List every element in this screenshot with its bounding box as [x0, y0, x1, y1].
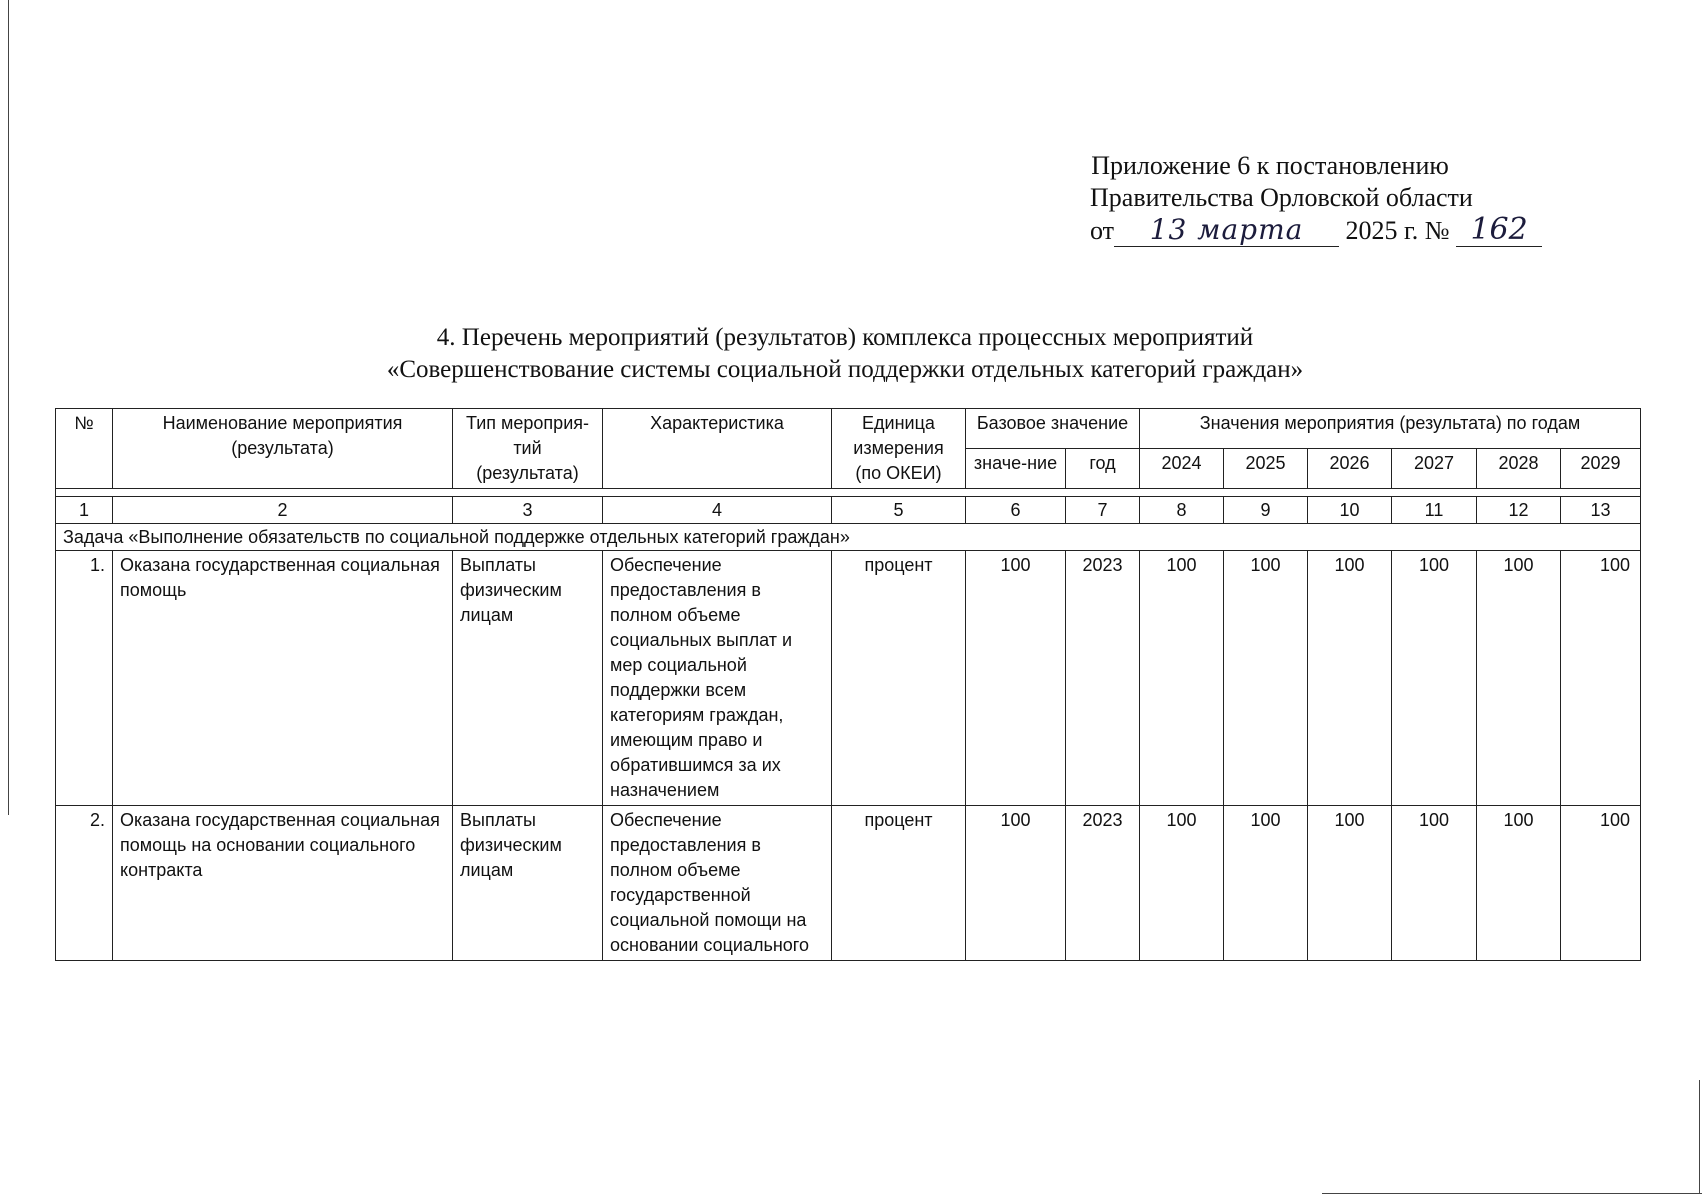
date-prefix: от [1090, 216, 1115, 245]
header-year: 2029 [1561, 449, 1641, 489]
column-number: 6 [966, 497, 1066, 524]
header-type: Тип мероприя-тий (результата) [453, 409, 603, 489]
row-name: Оказана государственная социальная помощь на основании социального контракта [113, 806, 453, 961]
row-value-2028: 100 [1477, 551, 1561, 806]
column-number-row [56, 497, 1641, 524]
column-number: 5 [832, 497, 966, 524]
row-value-2028: 100 [1477, 806, 1561, 961]
table-row [56, 806, 1641, 961]
handwritten-date: 13 марта [1114, 214, 1339, 247]
row-value-2029: 100 [1561, 806, 1641, 961]
header-row-1 [56, 409, 1641, 449]
row-base-value: 100 [966, 551, 1066, 806]
column-number: 11 [1392, 497, 1477, 524]
row-type: Выплаты физическим лицам [453, 551, 603, 806]
header-name: Наименование мероприятия (результата) [113, 409, 453, 489]
row-unit: процент [832, 551, 966, 806]
header-year: 2025 [1224, 449, 1308, 489]
row-type: Выплаты физическим лицам [453, 806, 603, 961]
document-title [260, 322, 1430, 386]
table-row [56, 551, 1641, 806]
header-year: 2026 [1308, 449, 1392, 489]
column-number: 1 [56, 497, 113, 524]
year-text: 2025 г. № [1345, 216, 1450, 245]
task-title: Задача «Выполнение обязательств по социальной поддержке отдельных категорий граждан» [56, 524, 1641, 551]
annex-line-2: Правительства Орловской области [1090, 183, 1473, 212]
header-year: 2028 [1477, 449, 1561, 489]
header-base-year: год [1066, 449, 1140, 489]
row-characteristic: Обеспечение предоставления в полном объеме социальных выплат и мер социальной поддержки всем категориям граждан, имеющим право и обратившимся за их назначением [603, 551, 832, 806]
row-value-2027: 100 [1392, 806, 1477, 961]
separator-row [56, 489, 1641, 497]
row-unit: процент [832, 806, 966, 961]
row-name: Оказана государственная социальная помощь [113, 551, 453, 806]
row-value-2024: 100 [1140, 806, 1224, 961]
title-line-1: 4. Перечень мероприятий (результатов) комплекса процессных мероприятий [436, 324, 1254, 351]
column-number: 9 [1224, 497, 1308, 524]
title-line-2: «Совершенствование системы социальной поддержки отдельных категорий граждан» [386, 356, 1304, 383]
column-number: 13 [1561, 497, 1641, 524]
column-number: 8 [1140, 497, 1224, 524]
row-value-2029: 100 [1561, 551, 1641, 806]
header-num: № [56, 409, 113, 489]
annex-date-line [1090, 212, 1528, 247]
header-base: Базовое значение [966, 409, 1140, 449]
row-value-2025: 100 [1224, 551, 1308, 806]
column-number: 7 [1066, 497, 1140, 524]
row-num: 2. [56, 806, 113, 961]
row-characteristic: Обеспечение предоставления в полном объеме государственной социальной помощи на основании социального [603, 806, 832, 961]
header-years-group: Значения мероприятия (результата) по годам [1140, 409, 1641, 449]
column-number: 2 [113, 497, 453, 524]
column-number: 4 [603, 497, 832, 524]
separator-cell [56, 489, 1641, 497]
header-unit: Единица измерения (по ОКЕИ) [832, 409, 966, 489]
scan-edge-bottom [1322, 1193, 1702, 1194]
row-base-year: 2023 [1066, 551, 1140, 806]
column-number: 10 [1308, 497, 1392, 524]
scan-edge-left [8, 0, 9, 815]
header-characteristic: Характеристика [603, 409, 832, 489]
measures-table [55, 408, 1641, 961]
row-value-2026: 100 [1308, 806, 1392, 961]
row-value-2024: 100 [1140, 551, 1224, 806]
header-year: 2024 [1140, 449, 1224, 489]
header-base-value: значе-ние [966, 449, 1066, 489]
row-num: 1. [56, 551, 113, 806]
scan-edge-right [1699, 1080, 1700, 1194]
column-number: 12 [1477, 497, 1561, 524]
row-value-2025: 100 [1224, 806, 1308, 961]
header-year: 2027 [1392, 449, 1477, 489]
annex-line-1: Приложение 6 к постановлению [1091, 151, 1449, 180]
row-value-2026: 100 [1308, 551, 1392, 806]
row-base-value: 100 [966, 806, 1066, 961]
annex-header [1090, 150, 1528, 247]
column-number: 3 [453, 497, 603, 524]
handwritten-number: 162 [1456, 214, 1542, 247]
row-base-year: 2023 [1066, 806, 1140, 961]
task-row [56, 524, 1641, 551]
row-value-2027: 100 [1392, 551, 1477, 806]
